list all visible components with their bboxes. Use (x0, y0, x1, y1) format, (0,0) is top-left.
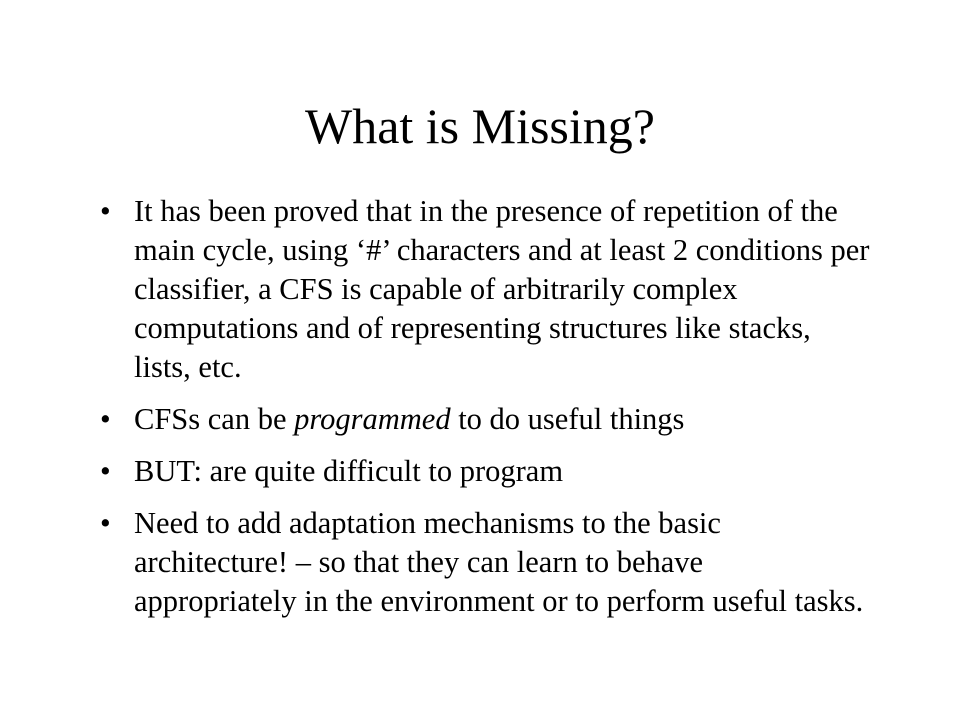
bullet-list (100, 192, 870, 634)
slide-title: What is Missing? (305, 98, 655, 154)
bullet-item-4 (100, 504, 870, 621)
bullet-marker: • (100, 402, 111, 436)
bullet-text: It has been proved that in the presence of repetition of the main cycle, using ‘#’ characters and at least 2 conditions per classifier, a CFS is capable of arbitrarily complex computations and of representing structures like stacks, lists, etc. (134, 194, 870, 384)
bullet-text: BUT: are quite difficult to program (134, 454, 564, 488)
bullet-marker: • (100, 194, 111, 228)
bullet-item-3 (100, 452, 870, 491)
bullet-marker: • (100, 454, 111, 488)
bullet-item-2 (100, 400, 870, 439)
bullet-item-1 (100, 192, 870, 387)
bullet-text-emphasis: programmed (294, 402, 451, 436)
bullet-marker: • (100, 506, 111, 540)
bullet-text: Need to add adaptation mechanisms to the basic architecture! – so that they can learn to behave appropriately in the environment or to perform useful tasks. (134, 506, 864, 618)
bullet-text-before: CFSs can be (134, 402, 295, 436)
bullet-text (134, 400, 870, 439)
bullet-text-after: to do useful things (450, 402, 685, 436)
